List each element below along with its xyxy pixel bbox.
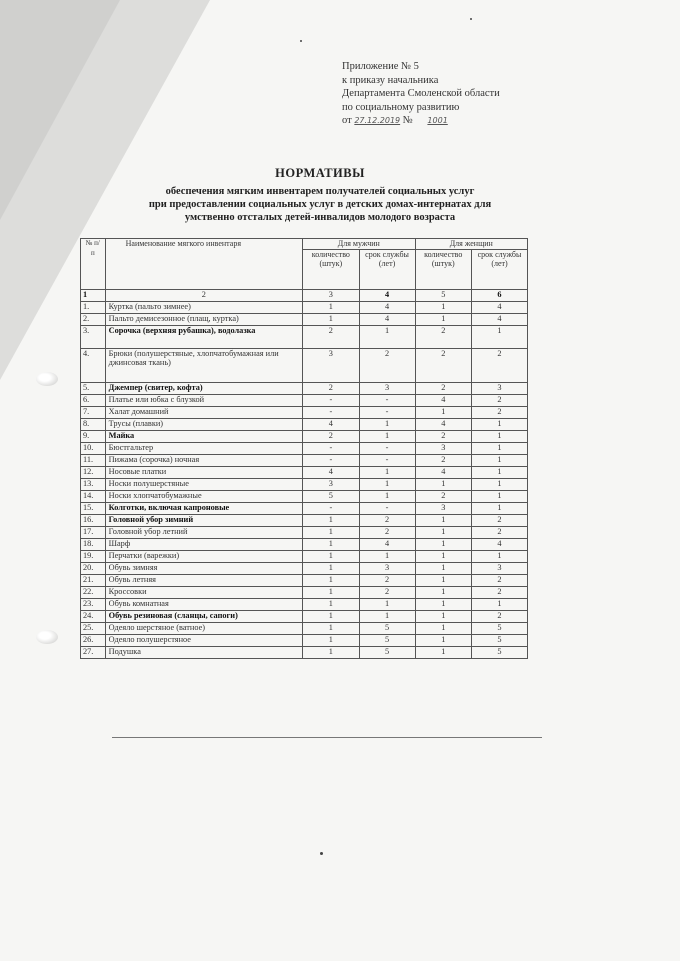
row-men-qty: 1 <box>303 598 359 610</box>
row-men-qty: 4 <box>303 418 359 430</box>
speck <box>470 18 472 20</box>
row-women-qty: 1 <box>415 646 471 658</box>
row-number: 24. <box>81 610 106 622</box>
row-item-name: Трусы (плавки) <box>105 418 302 430</box>
header-women-qty: количество (штук) <box>415 249 471 289</box>
appendix-line-2: к приказу начальника <box>342 74 439 86</box>
row-women-term: 1 <box>472 502 528 514</box>
row-women-term: 5 <box>472 634 528 646</box>
row-women-qty: 2 <box>415 325 471 348</box>
row-number: 18. <box>81 538 106 550</box>
row-men-qty: 1 <box>303 301 359 313</box>
row-number: 19. <box>81 550 106 562</box>
index-cell: 6 <box>472 289 528 301</box>
row-men-qty: 1 <box>303 526 359 538</box>
appendix-line-3: Департамента Смоленской области <box>342 88 500 99</box>
row-women-term: 3 <box>472 562 528 574</box>
row-number: 13. <box>81 478 106 490</box>
table-body <box>81 289 528 658</box>
row-women-term: 4 <box>472 313 528 325</box>
row-men-qty: 1 <box>303 538 359 550</box>
row-men-qty: - <box>303 394 359 406</box>
row-men-term: 3 <box>359 562 415 574</box>
row-women-qty: 1 <box>415 622 471 634</box>
row-women-qty: 3 <box>415 502 471 514</box>
table-row <box>81 313 528 325</box>
row-men-term: 3 <box>359 382 415 394</box>
row-men-qty: 5 <box>303 490 359 502</box>
row-men-term: 5 <box>359 646 415 658</box>
table-row <box>81 466 528 478</box>
row-women-term: 5 <box>472 622 528 634</box>
row-item-name: Майка <box>105 430 302 442</box>
table-row <box>81 586 528 598</box>
row-number: 9. <box>81 430 106 442</box>
row-item-name: Сорочка (верхняя рубашка), водолазка <box>105 325 302 348</box>
row-men-qty: 1 <box>303 574 359 586</box>
row-men-qty: 2 <box>303 325 359 348</box>
appendix-date-line <box>342 114 562 128</box>
title-line-2: при предоставлении социальных услуг в детских домах-интернатах для <box>148 199 492 210</box>
table-row <box>81 610 528 622</box>
row-men-term: 4 <box>359 538 415 550</box>
row-item-name: Шарф <box>105 538 302 550</box>
header-name: Наименование мягкого инвентаря <box>105 239 302 290</box>
row-women-qty: 1 <box>415 562 471 574</box>
row-item-name: Носки хлопчатобумажные <box>105 490 302 502</box>
row-number: 12. <box>81 466 106 478</box>
row-number: 11. <box>81 454 106 466</box>
table-row <box>81 406 528 418</box>
table-row <box>81 430 528 442</box>
row-women-term: 4 <box>472 538 528 550</box>
table-row <box>81 598 528 610</box>
row-women-qty: 2 <box>415 430 471 442</box>
row-number: 1. <box>81 301 106 313</box>
row-item-name: Бюстгальтер <box>105 442 302 454</box>
row-number: 17. <box>81 526 106 538</box>
speck <box>320 852 323 855</box>
row-men-term: 2 <box>359 586 415 598</box>
table-row <box>81 442 528 454</box>
handwritten-date: 27.12.2019 <box>354 116 401 125</box>
row-women-qty: 1 <box>415 406 471 418</box>
appendix-line-4: по социальному развитию <box>342 101 460 113</box>
row-men-term: 1 <box>359 466 415 478</box>
table-row <box>81 394 528 406</box>
table-row <box>81 382 528 394</box>
row-item-name: Обувь комнатная <box>105 598 302 610</box>
row-women-term: 1 <box>472 490 528 502</box>
row-men-qty: 3 <box>303 348 359 382</box>
row-number: 27. <box>81 646 106 658</box>
row-number: 22. <box>81 586 106 598</box>
row-men-term: - <box>359 394 415 406</box>
row-women-qty: 1 <box>415 634 471 646</box>
row-item-name: Кроссовки <box>105 586 302 598</box>
row-women-term: 2 <box>472 394 528 406</box>
row-men-term: 1 <box>359 610 415 622</box>
speck <box>300 40 302 42</box>
header-men: Для мужчин <box>303 239 415 250</box>
row-women-qty: 1 <box>415 550 471 562</box>
row-number: 20. <box>81 562 106 574</box>
table-row <box>81 348 528 382</box>
row-item-name: Головной убор летний <box>105 526 302 538</box>
row-men-qty: - <box>303 454 359 466</box>
row-women-qty: 1 <box>415 610 471 622</box>
row-men-qty: 3 <box>303 478 359 490</box>
row-women-term: 3 <box>472 382 528 394</box>
row-number: 6. <box>81 394 106 406</box>
row-men-term: 2 <box>359 514 415 526</box>
row-number: 10. <box>81 442 106 454</box>
row-item-name: Колготки, включая капроновые <box>105 502 302 514</box>
row-women-term: 1 <box>472 442 528 454</box>
row-women-term: 4 <box>472 301 528 313</box>
row-women-qty: 1 <box>415 313 471 325</box>
row-men-qty: - <box>303 502 359 514</box>
row-number: 25. <box>81 622 106 634</box>
row-item-name: Подушка <box>105 646 302 658</box>
row-women-qty: 2 <box>415 454 471 466</box>
row-men-term: - <box>359 406 415 418</box>
row-women-qty: 2 <box>415 490 471 502</box>
row-item-name: Одеяло шерстяное (ватное) <box>105 622 302 634</box>
index-cell: 2 <box>105 289 302 301</box>
row-item-name: Перчатки (варежки) <box>105 550 302 562</box>
title-line-1: обеспечения мягким инвентарем получателей социальных услуг <box>165 186 475 197</box>
row-men-qty: 1 <box>303 514 359 526</box>
row-item-name: Джемпер (свитер, кофта) <box>105 382 302 394</box>
header-women: Для женщин <box>415 239 527 250</box>
row-men-term: 1 <box>359 430 415 442</box>
row-women-qty: 1 <box>415 526 471 538</box>
row-women-term: 2 <box>472 574 528 586</box>
row-men-qty: 1 <box>303 646 359 658</box>
row-women-qty: 1 <box>415 478 471 490</box>
row-number: 2. <box>81 313 106 325</box>
row-men-qty: 1 <box>303 586 359 598</box>
table-row <box>81 514 528 526</box>
number-label: № <box>402 115 413 126</box>
row-women-term: 1 <box>472 325 528 348</box>
table-row <box>81 502 528 514</box>
row-women-qty: 4 <box>415 418 471 430</box>
row-men-term: 2 <box>359 348 415 382</box>
row-men-term: 1 <box>359 478 415 490</box>
header-men-term: срок службы (лет) <box>359 249 415 289</box>
row-item-name: Одеяло полушерстяное <box>105 634 302 646</box>
row-women-qty: 1 <box>415 586 471 598</box>
table-row <box>81 454 528 466</box>
row-women-term: 1 <box>472 550 528 562</box>
table-row <box>81 550 528 562</box>
row-item-name: Пижама (сорочка) ночная <box>105 454 302 466</box>
row-number: 14. <box>81 490 106 502</box>
row-men-qty: 1 <box>303 313 359 325</box>
row-men-term: 1 <box>359 418 415 430</box>
row-men-qty: 1 <box>303 622 359 634</box>
row-women-term: 2 <box>472 514 528 526</box>
row-men-qty: 4 <box>303 466 359 478</box>
table-row <box>81 301 528 313</box>
row-number: 23. <box>81 598 106 610</box>
row-item-name: Носовые платки <box>105 466 302 478</box>
title-line-3: умственно отсталых детей-инвалидов молодого возраста <box>184 212 456 223</box>
bottom-rule <box>112 737 542 738</box>
row-item-name: Обувь резиновая (сланцы, сапоги) <box>105 610 302 622</box>
row-number: 3. <box>81 325 106 348</box>
row-number: 5. <box>81 382 106 394</box>
row-men-qty: 1 <box>303 610 359 622</box>
row-women-term: 1 <box>472 466 528 478</box>
row-item-name: Куртка (пальто зимнее) <box>105 301 302 313</box>
row-women-qty: 1 <box>415 574 471 586</box>
row-men-term: 4 <box>359 301 415 313</box>
row-item-name: Головной убор зимний <box>105 514 302 526</box>
row-women-qty: 4 <box>415 466 471 478</box>
row-women-qty: 1 <box>415 598 471 610</box>
table-row <box>81 490 528 502</box>
row-women-term: 2 <box>472 526 528 538</box>
row-women-qty: 2 <box>415 348 471 382</box>
row-men-term: 1 <box>359 598 415 610</box>
header-num: № п/п <box>81 239 106 290</box>
row-men-qty: 1 <box>303 634 359 646</box>
row-men-term: - <box>359 442 415 454</box>
row-men-qty: - <box>303 406 359 418</box>
row-women-term: 1 <box>472 598 528 610</box>
row-men-term: 5 <box>359 634 415 646</box>
row-men-term: 2 <box>359 574 415 586</box>
row-number: 15. <box>81 502 106 514</box>
row-number: 21. <box>81 574 106 586</box>
table-row <box>81 622 528 634</box>
row-women-qty: 1 <box>415 514 471 526</box>
row-women-term: 2 <box>472 610 528 622</box>
row-men-term: 5 <box>359 622 415 634</box>
row-women-qty: 2 <box>415 382 471 394</box>
row-men-qty: 1 <box>303 550 359 562</box>
row-women-term: 1 <box>472 418 528 430</box>
row-women-term: 1 <box>472 454 528 466</box>
row-number: 8. <box>81 418 106 430</box>
document-title <box>80 166 560 224</box>
row-men-term: 1 <box>359 325 415 348</box>
table-row <box>81 574 528 586</box>
title-heading: НОРМАТИВЫ <box>275 166 365 180</box>
appendix-line-1: Приложение № 5 <box>342 61 419 72</box>
row-men-term: - <box>359 502 415 514</box>
table-row <box>81 418 528 430</box>
index-cell: 1 <box>81 289 106 301</box>
row-women-qty: 3 <box>415 442 471 454</box>
header-men-qty: количество (штук) <box>303 249 359 289</box>
row-item-name: Обувь зимняя <box>105 562 302 574</box>
index-cell: 4 <box>359 289 415 301</box>
row-men-qty: - <box>303 442 359 454</box>
index-cell: 5 <box>415 289 471 301</box>
index-row <box>81 289 528 301</box>
handwritten-number: 1001 <box>427 116 448 125</box>
row-men-term: 4 <box>359 313 415 325</box>
row-men-term: 2 <box>359 526 415 538</box>
header-women-term: срок службы (лет) <box>472 249 528 289</box>
row-women-term: 1 <box>472 478 528 490</box>
row-item-name: Носки полушерстяные <box>105 478 302 490</box>
row-men-qty: 2 <box>303 430 359 442</box>
row-women-qty: 1 <box>415 538 471 550</box>
appendix-header <box>342 60 562 128</box>
row-number: 16. <box>81 514 106 526</box>
row-item-name: Обувь летняя <box>105 574 302 586</box>
row-men-qty: 2 <box>303 382 359 394</box>
row-item-name: Халат домашний <box>105 406 302 418</box>
table-row <box>81 325 528 348</box>
row-men-term: - <box>359 454 415 466</box>
row-number: 26. <box>81 634 106 646</box>
row-women-term: 2 <box>472 348 528 382</box>
table-row <box>81 634 528 646</box>
norms-table <box>80 238 528 659</box>
row-men-term: 1 <box>359 550 415 562</box>
table-row <box>81 526 528 538</box>
punch-hole-bottom <box>36 630 58 644</box>
row-women-term: 2 <box>472 406 528 418</box>
table-row <box>81 646 528 658</box>
row-women-term: 2 <box>472 586 528 598</box>
row-number: 4. <box>81 348 106 382</box>
row-women-qty: 4 <box>415 394 471 406</box>
row-item-name: Пальто демисезонное (плащ, куртка) <box>105 313 302 325</box>
index-cell: 3 <box>303 289 359 301</box>
row-item-name: Брюки (полушерстяные, хлопчатобумажная или джинсовая ткань) <box>105 348 302 382</box>
table-row <box>81 478 528 490</box>
row-women-qty: 1 <box>415 301 471 313</box>
row-men-term: 1 <box>359 490 415 502</box>
row-item-name: Платье или юбка с блузкой <box>105 394 302 406</box>
table-row <box>81 538 528 550</box>
date-prefix: от <box>342 115 352 126</box>
row-men-qty: 1 <box>303 562 359 574</box>
table-row <box>81 562 528 574</box>
row-women-term: 5 <box>472 646 528 658</box>
row-number: 7. <box>81 406 106 418</box>
punch-hole-top <box>36 372 58 386</box>
row-women-term: 1 <box>472 430 528 442</box>
